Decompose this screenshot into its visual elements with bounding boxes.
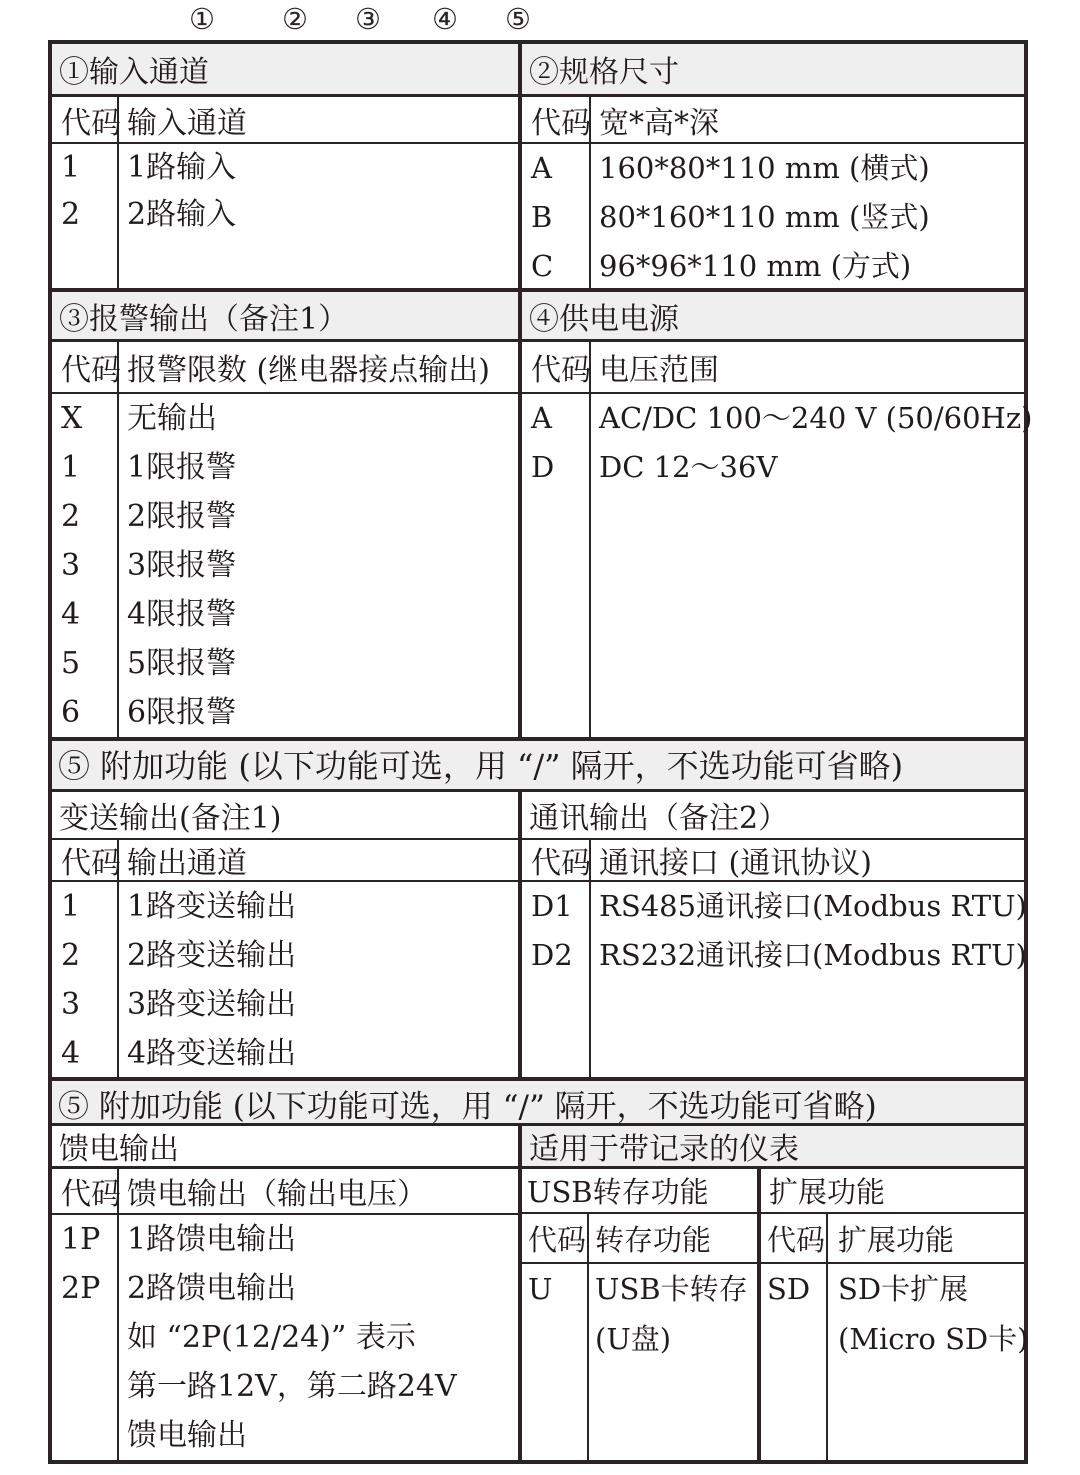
code-cell: 5 [61, 646, 81, 681]
marker-4: ④ [432, 2, 458, 36]
desc-cell: RS232通讯接口(Modbus RTU) [599, 938, 1027, 972]
desc-cell: DC 12～36V [599, 450, 778, 484]
body-band-2 [52, 394, 1033, 741]
code-cell: 6 [61, 695, 81, 730]
desc-cell: 1路输入 [127, 150, 237, 185]
feed-body [52, 1215, 518, 1460]
body-band-1 [52, 144, 1024, 292]
s3-code-column [52, 394, 119, 737]
ext-subtable [761, 1169, 1029, 1460]
s5a-right-code-header: 代码 [522, 840, 591, 880]
desc-cell: 1路馈电输出 [127, 1222, 297, 1257]
s3-desc-header: 报警限数 (继电器接点输出) [127, 353, 490, 388]
code-cell: 3 [61, 548, 81, 583]
body-band-3 [52, 882, 1027, 1081]
ext-code-header: 代码 [761, 1214, 828, 1262]
code-cell: 3 [61, 987, 81, 1022]
s1-code-header: 代码 [52, 97, 119, 142]
usb-code-header: 代码 [522, 1214, 589, 1262]
bottom-band [52, 1169, 1029, 1460]
desc-cell: USB卡转存 [595, 1272, 748, 1306]
code-cell: 4 [61, 597, 81, 632]
code-cell: C [531, 249, 554, 283]
ext-desc-column [828, 1264, 1029, 1460]
s5a-right-desc-column [591, 882, 1027, 1077]
code-cell: 2 [61, 499, 81, 534]
desc-cell: 6限报警 [127, 695, 237, 730]
desc-cell: 3限报警 [127, 548, 237, 583]
dimensions-header: ②规格尺寸 [529, 55, 679, 90]
s5b-left-desc-header: 馈电输出（输出电压） [127, 1177, 427, 1212]
code-cell: 1 [61, 889, 81, 924]
s1-desc-column [119, 144, 518, 288]
ext-desc-header: 扩展功能 [838, 1222, 955, 1257]
s4-desc-column [591, 394, 1033, 737]
s2-desc-header: 宽*高*深 [599, 105, 719, 141]
feed-subheader-row [52, 1169, 518, 1215]
code-cell: A [531, 151, 552, 185]
ordering-table [48, 40, 1033, 1464]
s5a-right-desc-header: 通讯接口 (通讯协议) [599, 846, 872, 881]
desc-cell: 1限报警 [127, 450, 237, 485]
desc-cell: 4路变送输出 [127, 1036, 297, 1071]
code-cell: D1 [531, 889, 573, 923]
code-cell: 4 [61, 1036, 81, 1071]
desc-cell: 4限报警 [127, 597, 237, 632]
ext-subheader-row [761, 1214, 1024, 1264]
desc-cell: (U盘) [595, 1322, 672, 1356]
input-channel-header: ①输入通道 [59, 55, 209, 90]
usb-body [522, 1264, 757, 1460]
code-cell: 2 [61, 197, 81, 232]
note-line: 馈电输出 [127, 1418, 247, 1453]
marker-1: ① [189, 2, 215, 36]
code-cell: SD [767, 1272, 811, 1306]
additional-functions-banner-1 [52, 741, 1024, 792]
usb-desc-column [589, 1264, 757, 1460]
usb-subheader-row [522, 1214, 757, 1264]
usb-subtable [522, 1169, 761, 1460]
ext-code-column [761, 1264, 828, 1460]
code-cell: 1P [61, 1222, 101, 1257]
comm-output-title: 通讯输出（备注2） [529, 801, 789, 836]
ext-body [761, 1264, 1029, 1460]
desc-cell: 1路变送输出 [127, 889, 297, 924]
s4-code-column [522, 394, 591, 737]
subheader-band-1 [52, 97, 1024, 144]
s4-desc-header: 电压范围 [599, 353, 719, 388]
desc-cell: 160*80*110 mm (横式) [599, 151, 930, 185]
code-cell: X [61, 401, 83, 436]
section-header-band-2 [52, 292, 1024, 342]
s5a-left-desc-header: 输出通道 [127, 846, 247, 881]
additional-functions-banner-2 [52, 1081, 1024, 1126]
desc-cell: 3路变送输出 [127, 987, 297, 1022]
s1-desc-header: 输入通道 [127, 105, 247, 141]
marker-3: ③ [355, 2, 381, 36]
s4-code-header: 代码 [522, 342, 591, 392]
code-cell: 2 [61, 938, 81, 973]
desc-cell: 2路馈电输出 [127, 1271, 297, 1306]
s2-desc-column [591, 144, 1024, 288]
s2-code-column [522, 144, 591, 288]
code-cell: D2 [531, 938, 573, 972]
note-line: 第一路12V，第二路24V [127, 1369, 457, 1404]
code-cell: A [531, 401, 552, 435]
code-cell: B [531, 200, 553, 234]
s5b-left-code-header: 代码 [52, 1169, 119, 1213]
alarm-output-header: ③报警输出（备注1） [59, 301, 349, 337]
usb-code-column [522, 1264, 589, 1460]
subheader-band-3 [52, 840, 1024, 882]
desc-cell: SD卡扩展 [838, 1272, 969, 1306]
feed-output-title: 馈电输出 [59, 1132, 179, 1167]
s2-code-header: 代码 [522, 97, 591, 142]
marker-5: ⑤ [505, 2, 531, 36]
transmit-output-title: 变送输出(备注1) [59, 801, 282, 836]
desc-cell: AC/DC 100～240 V (50/60Hz) [599, 401, 1033, 435]
desc-cell: 2路输入 [127, 197, 237, 232]
desc-cell: RS485通讯接口(Modbus RTU) [599, 889, 1027, 923]
desc-cell: 无输出 [127, 401, 217, 436]
code-cell: 1 [61, 450, 81, 485]
s5b-left-desc-column [119, 1215, 518, 1460]
banner-text: ⑤ 附加功能 (以下功能可选，用 “/” 隔开，不选功能可省略) [58, 1089, 877, 1125]
usb-title: USB转存功能 [522, 1169, 757, 1214]
banner-text: ⑤ 附加功能 (以下功能可选，用 “/” 隔开，不选功能可省略) [58, 747, 904, 785]
recorder-note-title: 适用于带记录的仪表 [529, 1132, 799, 1167]
desc-cell: 96*96*110 mm (方式) [599, 249, 912, 283]
desc-cell: 2限报警 [127, 499, 237, 534]
desc-cell: 80*160*110 mm (竖式) [599, 200, 930, 234]
s5a-left-desc-column [119, 882, 518, 1077]
note-line: 如 “2P(12/24)” 表示 [127, 1320, 416, 1355]
s5b-left-code-column [52, 1215, 119, 1460]
section-header-band [52, 44, 1024, 97]
code-cell: 2P [61, 1271, 101, 1306]
desc-cell: (Micro SD卡) [838, 1322, 1029, 1356]
s3-code-header: 代码 [52, 342, 119, 392]
s1-code-column [52, 144, 119, 288]
subsection-title-band-1 [52, 792, 1024, 840]
usb-desc-header: 转存功能 [595, 1222, 712, 1257]
desc-cell: 5限报警 [127, 646, 237, 681]
power-supply-header: ④供电电源 [529, 301, 679, 337]
marker-2: ② [282, 2, 308, 36]
subheader-band-2 [52, 342, 1024, 394]
s5a-right-code-column [522, 882, 591, 1077]
code-cell: D [531, 450, 555, 484]
s5a-left-code-header: 代码 [52, 840, 119, 880]
s3-desc-column [119, 394, 518, 737]
ext-title: 扩展功能 [761, 1169, 1024, 1214]
s5a-left-code-column [52, 882, 119, 1077]
desc-cell: 2路变送输出 [127, 938, 297, 973]
subsection-title-band-2 [52, 1126, 1024, 1169]
code-cell: U [528, 1272, 553, 1306]
code-cell: 1 [61, 150, 81, 185]
